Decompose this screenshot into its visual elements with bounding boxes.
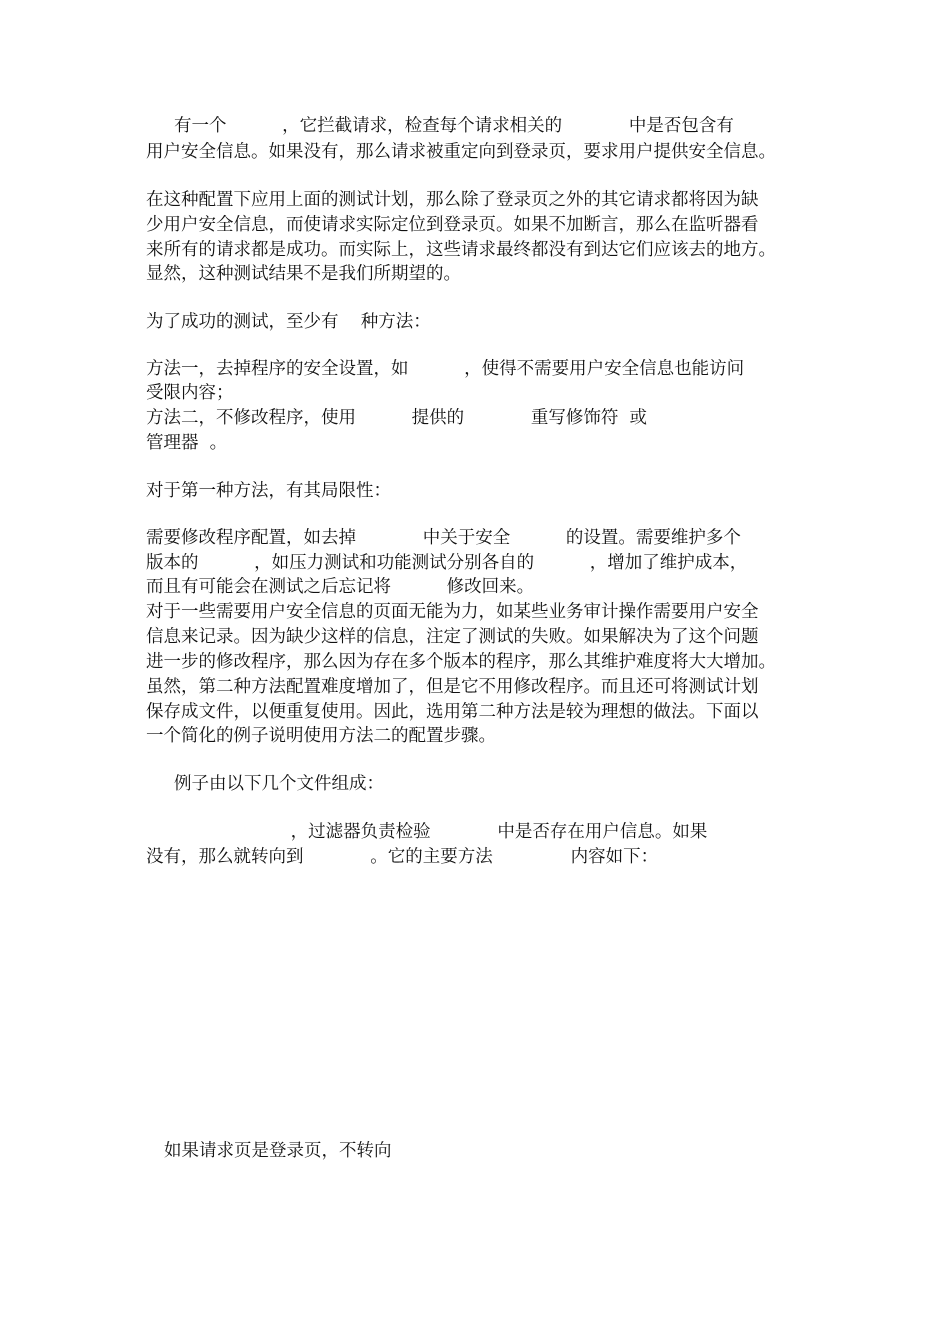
paragraph-2-line-1: 在这种配置下应用上面的测试计划，那么除了登录页之外的其它请求都将因为缺 bbox=[146, 190, 759, 210]
paragraph-5-line-1: 对于第一种方法，有其局限性： bbox=[146, 481, 391, 501]
paragraph-2-line-4: 显然，这种测试结果不是我们所期望的。 bbox=[146, 264, 461, 284]
paragraph-2-line-3: 来所有的请求都是成功。而实际上，这些请求最终都没有到达它们应该去的地方。 bbox=[146, 240, 776, 260]
paragraph-6-line-6: 进一步的修改程序，那么因为存在多个版本的程序，那么其维护难度将大大增加。 bbox=[146, 652, 776, 672]
paragraph-4-line-1: 方法一，去掉程序的安全设置，如 ，使得不需要用户安全信息也能访问 bbox=[146, 359, 745, 379]
paragraph-8-line-2: 没有，那么就转向到 。它的主要方法 内容如下： bbox=[146, 847, 659, 867]
paragraph-6-line-3: 而且有可能会在测试之后忘记将 修改回来。 bbox=[146, 577, 535, 597]
paragraph-4-line-4: 管理器 。 bbox=[146, 433, 228, 453]
paragraph-1-line-1: 有一个 ，它拦截请求，检查每个请求相关的 中是否包含有 bbox=[174, 116, 734, 136]
paragraph-6-line-4: 对于一些需要用户安全信息的页面无能为力，如某些业务审计操作需要用户安全 bbox=[146, 602, 759, 622]
paragraph-6-line-9: 一个简化的例子说明使用方法二的配置步骤。 bbox=[146, 726, 496, 746]
paragraph-8-line-1: ，过滤器负责检验 中是否存在用户信息。如果 bbox=[146, 822, 708, 842]
paragraph-7-line-1: 例子由以下几个文件组成： bbox=[174, 774, 384, 794]
paragraph-9-line-1: 如果请求页是登录页，不转向 bbox=[164, 1141, 392, 1161]
paragraph-3-line-1: 为了成功的测试，至少有 种方法： bbox=[146, 312, 431, 332]
paragraph-6-line-5: 信息来记录。因为缺少这样的信息，注定了测试的失败。如果解决为了这个问题 bbox=[146, 627, 759, 647]
paragraph-4-line-3: 方法二，不修改程序，使用 提供的 重写修饰符 或 bbox=[146, 408, 648, 428]
paragraph-6-line-1: 需要修改程序配置，如去掉 中关于安全 的设置。需要维护多个 bbox=[146, 528, 741, 548]
paragraph-6-line-7: 虽然，第二种方法配置难度增加了，但是它不用修改程序。而且还可将测试计划 bbox=[146, 677, 759, 697]
paragraph-2-line-2: 少用户安全信息，而使请求实际定位到登录页。如果不加断言，那么在监听器看 bbox=[146, 215, 759, 235]
paragraph-4-line-2: 受限内容； bbox=[146, 383, 234, 403]
paragraph-1-line-2: 用户安全信息。如果没有，那么请求被重定向到登录页，要求用户提供安全信息。 bbox=[146, 142, 776, 162]
paragraph-6-line-2: 版本的 ，如压力测试和功能测试分别各自的 ，增加了维护成本， bbox=[146, 553, 748, 573]
paragraph-6-line-8: 保存成文件，以便重复使用。因此，选用第二种方法是较为理想的做法。下面以 bbox=[146, 702, 759, 722]
